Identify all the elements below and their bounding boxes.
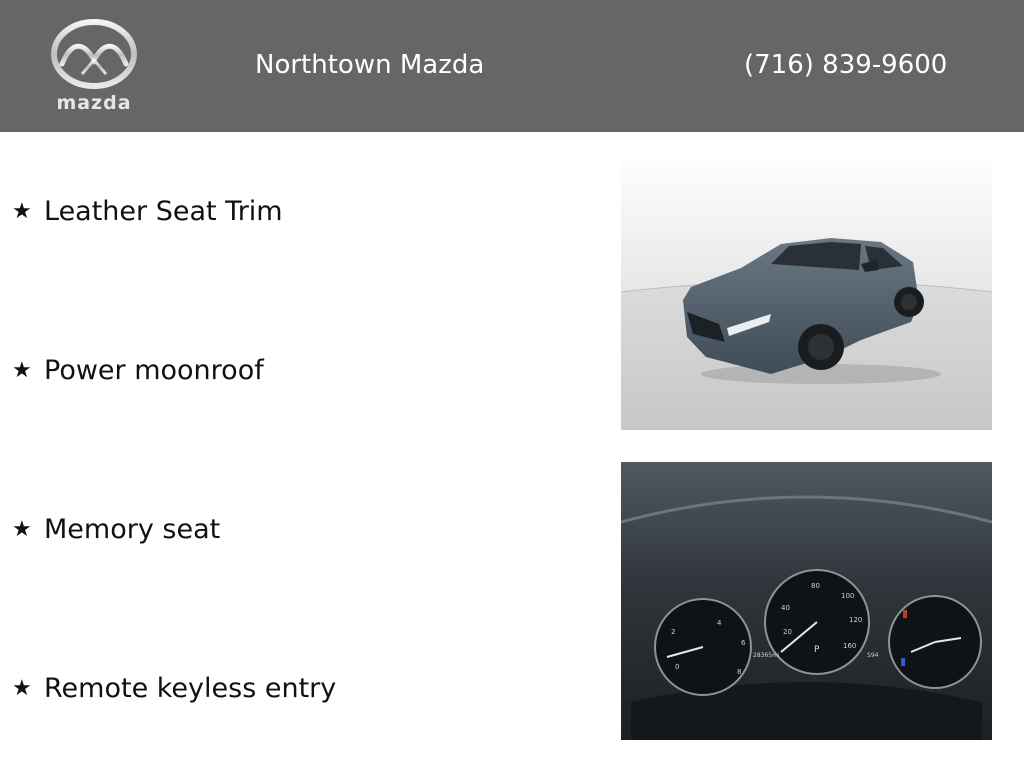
- svg-text:100: 100: [841, 592, 855, 600]
- dealer-phone[interactable]: (716) 839-9600: [744, 50, 948, 80]
- mazda-logo: [42, 18, 146, 114]
- svg-text:20: 20: [783, 628, 792, 636]
- svg-text:40: 40: [781, 604, 790, 612]
- instrument-cluster-photo[interactable]: [621, 462, 992, 740]
- svg-text:0: 0: [675, 663, 680, 671]
- svg-text:6: 6: [741, 639, 746, 647]
- range-readout: 594: [867, 652, 879, 659]
- svg-text:4: 4: [717, 619, 722, 627]
- svg-text:2: 2: [671, 628, 676, 636]
- star-icon: ★: [12, 358, 32, 383]
- feature-label: Remote keyless entry: [44, 673, 337, 704]
- vehicle-exterior-photo[interactable]: [621, 152, 992, 430]
- gear-indicator: P: [814, 645, 820, 655]
- odometer-readout: 28365mi: [753, 652, 780, 659]
- svg-text:120: 120: [849, 616, 863, 624]
- star-icon: ★: [12, 676, 32, 701]
- feature-item: [12, 514, 220, 545]
- svg-text:160: 160: [843, 642, 857, 650]
- dealer-header: [0, 0, 1024, 132]
- mazda-emblem-icon: [42, 18, 146, 90]
- star-icon: ★: [12, 517, 32, 542]
- svg-text:80: 80: [811, 582, 820, 590]
- feature-label: Power moonroof: [44, 355, 264, 386]
- dealer-name[interactable]: Northtown Mazda: [255, 50, 485, 80]
- star-icon: ★: [12, 199, 32, 224]
- svg-text:8: 8: [737, 668, 742, 676]
- feature-item: [12, 355, 264, 386]
- feature-item: [12, 196, 283, 227]
- feature-label: Memory seat: [44, 514, 221, 545]
- feature-label: Leather Seat Trim: [44, 196, 283, 227]
- feature-item: [12, 673, 336, 704]
- mazda-wordmark: mazda: [56, 92, 132, 114]
